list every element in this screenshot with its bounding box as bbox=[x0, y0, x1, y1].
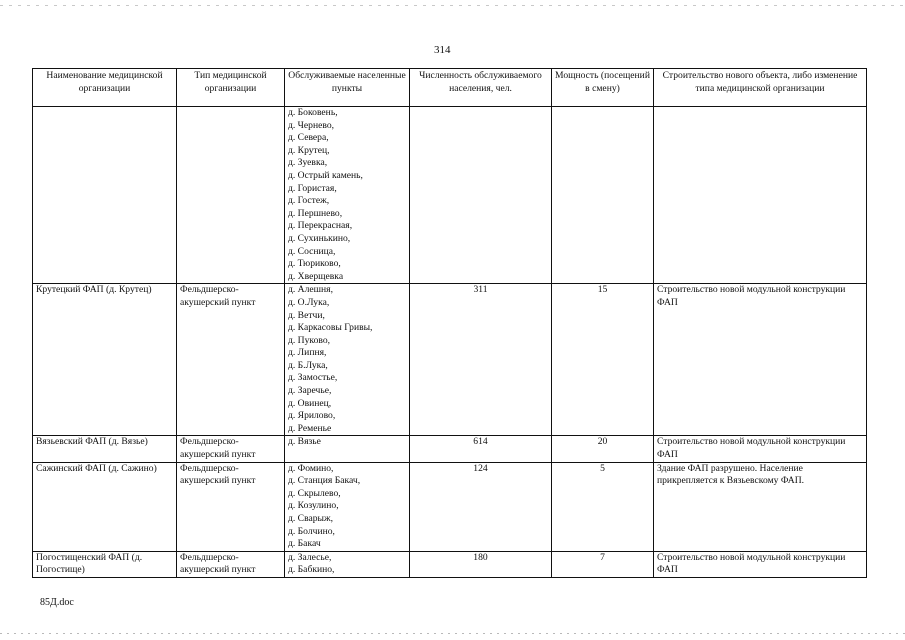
header-population: Численность обслуживаемого населения, чел. bbox=[410, 69, 552, 107]
settlement-item: д. Сварыж, bbox=[288, 513, 334, 524]
settlement-item: д. Бакач bbox=[288, 538, 321, 550]
settlement-item: д. Першнево, bbox=[288, 207, 343, 219]
cell-settlements bbox=[285, 551, 410, 577]
settlement-item: д. Бабкино, bbox=[288, 564, 335, 576]
cell-population bbox=[410, 107, 552, 284]
scan-edge-top bbox=[0, 5, 905, 6]
cell-population: 614 bbox=[410, 436, 552, 462]
settlement-item: д. Тюриково, bbox=[288, 258, 341, 270]
table-row bbox=[33, 284, 867, 436]
settlement-item: д. Боковень, bbox=[288, 107, 338, 118]
settlement-item: д. Гостеж, bbox=[288, 195, 330, 207]
settlement-item: д. Хверщевка bbox=[288, 270, 344, 282]
settlement-item: д. Болчино, bbox=[288, 525, 335, 537]
table-row bbox=[33, 551, 867, 577]
settlement-list bbox=[288, 463, 406, 551]
settlement-item: д. Заречье, bbox=[288, 385, 332, 397]
cell-capacity: 15 bbox=[552, 284, 654, 436]
cell-organization-type: Фельдшерско-акушерский пункт bbox=[177, 436, 285, 462]
header-capacity: Мощность (посещений в смену) bbox=[552, 69, 654, 107]
cell-population: 124 bbox=[410, 462, 552, 551]
settlement-item: д. Перекрасная, bbox=[288, 220, 353, 232]
settlement-list bbox=[288, 436, 406, 449]
footer-filename: 85Д.doc bbox=[40, 597, 74, 608]
settlement-item: д. Липня, bbox=[288, 347, 327, 359]
settlement-list bbox=[288, 552, 406, 577]
settlement-item: д. Гористая, bbox=[288, 182, 337, 194]
cell-construction: Здание ФАП разрушено. Население прикрепляется к Вязьевскому ФАП. bbox=[654, 462, 867, 551]
cell-organization-name: Крутецкий ФАП (д. Крутец) bbox=[33, 284, 177, 436]
settlement-item: д. Сухинькино, bbox=[288, 232, 351, 244]
settlement-item: д. Сосница, bbox=[288, 245, 336, 257]
settlement-item: д. Каркасовы Гривы, bbox=[288, 322, 373, 334]
header-settlements: Обслуживаемые населенные пункты bbox=[285, 69, 410, 107]
settlement-item: д. Вязье bbox=[288, 436, 321, 448]
cell-construction: Строительство новой модульной конструкции ФАП bbox=[654, 436, 867, 462]
header-construction: Строительство нового объекта, либо изменение типа медицинской организации bbox=[654, 69, 867, 107]
settlement-item: д. Козулино, bbox=[288, 500, 339, 512]
settlement-item: д. Зуевка, bbox=[288, 157, 328, 169]
cell-settlements bbox=[285, 107, 410, 284]
cell-organization-type bbox=[177, 107, 285, 284]
cell-settlements bbox=[285, 462, 410, 551]
settlement-item: д. Алешня, bbox=[288, 284, 333, 296]
settlement-item: д. О.Лука, bbox=[288, 296, 330, 308]
settlement-item: д. Крутец, bbox=[288, 144, 330, 156]
cell-organization-type: Фельдшерско-акушерский пункт bbox=[177, 551, 285, 577]
cell-construction bbox=[654, 107, 867, 284]
settlement-item: д. Замостье, bbox=[288, 372, 338, 384]
settlement-item: д. Фомино, bbox=[288, 462, 334, 474]
settlement-item: д. Залесье, bbox=[288, 551, 332, 563]
cell-capacity: 5 bbox=[552, 462, 654, 551]
cell-capacity: 7 bbox=[552, 551, 654, 577]
cell-organization-type: Фельдшерско-акушерский пункт bbox=[177, 462, 285, 551]
settlement-item: д. Пуково, bbox=[288, 334, 331, 346]
cell-organization-name: Погостищенский ФАП (д. Погостище) bbox=[33, 551, 177, 577]
settlement-list bbox=[288, 107, 406, 283]
table-row bbox=[33, 462, 867, 551]
cell-organization-name: Вязьевский ФАП (д. Вязье) bbox=[33, 436, 177, 462]
settlement-item: д. Острый камень, bbox=[288, 169, 363, 181]
settlement-item: д. Б.Лука, bbox=[288, 359, 328, 371]
settlement-item: д. Станция Бакач, bbox=[288, 475, 361, 487]
settlement-item: д. Чернево, bbox=[288, 119, 335, 131]
cell-settlements bbox=[285, 284, 410, 436]
cell-settlements bbox=[285, 436, 410, 462]
page-number: 314 bbox=[434, 44, 451, 56]
cell-population: 311 bbox=[410, 284, 552, 436]
facility-table bbox=[32, 68, 867, 578]
settlement-item: д. Ветчи, bbox=[288, 309, 325, 321]
settlement-list bbox=[288, 284, 406, 435]
cell-organization-name bbox=[33, 107, 177, 284]
settlement-item: д. Ярилово, bbox=[288, 410, 336, 422]
cell-population: 180 bbox=[410, 551, 552, 577]
settlement-item: д. Ременье bbox=[288, 422, 332, 434]
cell-capacity: 20 bbox=[552, 436, 654, 462]
header-organization-type: Тип медицинской организации bbox=[177, 69, 285, 107]
scan-edge-bottom bbox=[0, 633, 905, 634]
table-header-row bbox=[33, 69, 867, 107]
settlement-item: д. Скрылево, bbox=[288, 487, 341, 499]
cell-organization-type: Фельдшерско-акушерский пункт bbox=[177, 284, 285, 436]
table-row bbox=[33, 107, 867, 284]
cell-construction: Строительство новой модульной конструкции ФАП bbox=[654, 551, 867, 577]
cell-construction: Строительство новой модульной конструкции ФАП bbox=[654, 284, 867, 436]
cell-capacity bbox=[552, 107, 654, 284]
header-organization-name: Наименование медицинской организации bbox=[33, 69, 177, 107]
settlement-item: д. Овинец, bbox=[288, 397, 332, 409]
settlement-item: д. Севера, bbox=[288, 132, 329, 144]
table-row bbox=[33, 436, 867, 462]
cell-organization-name: Сажинский ФАП (д. Сажино) bbox=[33, 462, 177, 551]
